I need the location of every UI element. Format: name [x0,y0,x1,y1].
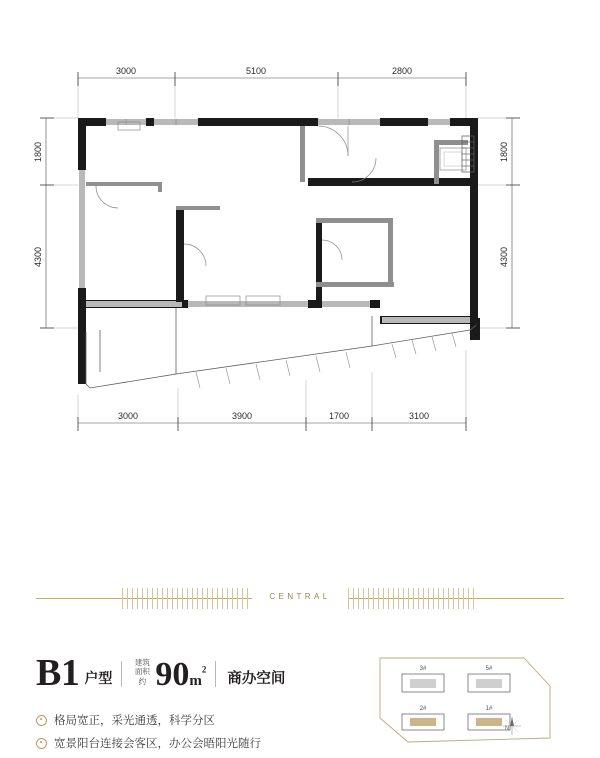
area-unit-exponent: 2 [201,664,207,675]
svg-text:1#: 1# [485,706,493,712]
feature-text: 格局宽正，采光通透，科学分区 [54,715,215,727]
dim-bottom-1: 3000 [117,411,139,421]
feature-list [36,712,366,758]
svg-text:5#: 5# [485,666,493,672]
unit-title-block [36,652,286,694]
bullet-icon [36,738,47,749]
dim-bottom-3: 1700 [328,411,350,421]
dim-top-3: 2800 [391,66,413,76]
compass-label: N [505,726,510,732]
bullet-icon [36,715,47,726]
keyplan-building-3 [402,666,444,692]
svg-text:2#: 2# [419,706,427,712]
dim-bottom-4: 3100 [408,411,430,421]
dim-bottom-2: 3900 [231,411,253,421]
unit-code: B1 [36,652,80,694]
unit-type-label: 户型 [84,670,113,687]
dim-top-1: 3000 [115,66,137,76]
dim-left-1: 1800 [33,141,43,163]
area-unit: m [189,672,202,689]
area-caption-line1: 建筑 [134,657,150,667]
keyplan-building-2 [402,706,444,730]
dim-left-2: 4300 [33,246,43,268]
central-divider [36,588,564,610]
area-value [155,655,207,693]
keyplan-building-5 [468,666,510,692]
list-item [36,712,366,728]
area-number: 90 [155,655,190,693]
title-divider-1 [121,661,122,687]
list-item [36,735,366,751]
area-caption-line2: 面积约 [134,667,150,686]
divider-word: CENTRAL [252,592,348,601]
dim-right-1: 1800 [499,141,509,163]
keyplan-boundary [380,658,550,742]
divider-hatch-left [122,588,252,609]
feature-text: 宽景阳台连接会客区，办公会晤阳光随行 [54,738,261,750]
title-divider-2 [215,661,216,687]
usage-label: 商办空间 [227,671,286,688]
site-keyplan [374,652,564,748]
divider-hatch-right [348,588,478,609]
dim-top-2: 5100 [245,66,267,76]
dim-right-2: 4300 [499,246,509,268]
area-caption [131,658,153,691]
keyplan-building-1 [468,706,510,730]
svg-text:3#: 3# [419,666,427,672]
plan-walls [78,118,480,388]
